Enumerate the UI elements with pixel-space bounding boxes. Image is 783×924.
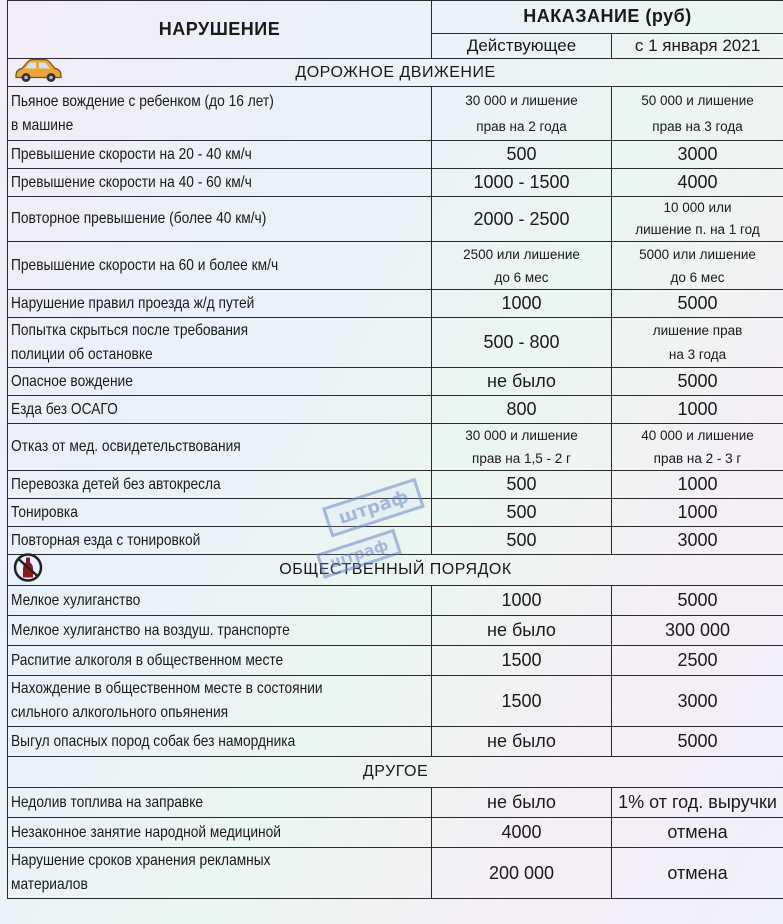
violation-text: Нарушение правил проезда ж/д путей	[11, 295, 255, 312]
penalty-text: прав на 3 года	[652, 118, 743, 134]
penalty-text: 50 000 и лишение	[641, 92, 754, 108]
penalty-text: 4000	[677, 172, 718, 192]
violation-text: Нарушение сроков хранения рекламных	[11, 852, 271, 869]
table-row	[8, 727, 783, 757]
violation-cell	[8, 527, 432, 555]
penalty-text: 500	[506, 530, 537, 550]
violation-line	[11, 788, 431, 817]
new-penalty-cell	[612, 242, 783, 290]
violation-text: Отказ от мед. освидетельствования	[11, 438, 241, 455]
penalty-text: лишение п. на 1 год	[635, 222, 760, 237]
current-penalty-cell	[432, 788, 612, 818]
current-penalty-cell	[432, 368, 612, 396]
violation-text: Опасное вождение	[11, 373, 133, 390]
table-row	[8, 424, 783, 471]
current-penalty-cell	[432, 471, 612, 499]
violation-line	[11, 368, 431, 395]
violation-line	[11, 319, 431, 343]
penalty-text: 300 000	[664, 620, 731, 640]
violation-line	[11, 527, 431, 554]
penalty-text: 1500	[501, 650, 542, 670]
table-row	[8, 586, 783, 616]
current-penalty-cell	[432, 424, 612, 471]
violation-text: Нахождение в общественном месте в состоянии	[11, 680, 323, 697]
violation-text: Повторное превышение (более 40 км/ч)	[11, 210, 267, 227]
violation-line	[11, 90, 431, 114]
violation-cell	[8, 396, 432, 424]
violation-cell	[8, 169, 432, 197]
violation-text: Выгул опасных пород собак без намордника	[11, 733, 296, 750]
penalty-text: 5000	[677, 590, 718, 610]
new-penalty-cell	[612, 499, 783, 527]
violation-cell	[8, 499, 432, 527]
violation-line	[11, 646, 431, 675]
table-row	[8, 646, 783, 676]
table-row	[8, 141, 783, 169]
penalty-text: 5000	[677, 371, 718, 391]
violation-line	[11, 343, 431, 367]
new-penalty-cell	[612, 788, 783, 818]
section-header-row	[8, 757, 783, 788]
current-penalty-cell	[432, 527, 612, 555]
new-penalty-cell	[612, 586, 783, 616]
violation-line	[11, 727, 431, 756]
current-penalty-cell	[432, 818, 612, 848]
violation-line	[11, 424, 431, 470]
table-row	[8, 848, 783, 899]
penalty-text: 40 000 и лишение	[641, 428, 754, 443]
table-row	[8, 499, 783, 527]
table-row	[8, 242, 783, 290]
penalty-text: 3000	[677, 144, 718, 164]
penalty-text: 1000	[501, 293, 542, 313]
no-alcohol-icon	[12, 553, 44, 588]
penalty-text: отмена	[667, 822, 728, 842]
current-penalty-cell	[432, 616, 612, 646]
new-penalty-cell	[612, 471, 783, 499]
violation-text: Перевозка детей без автокресла	[11, 476, 221, 493]
current-penalty-cell	[432, 396, 612, 424]
current-penalty-cell	[432, 197, 612, 242]
current-penalty-cell	[432, 499, 612, 527]
penalty-text: 500	[506, 474, 537, 494]
violation-line	[11, 849, 431, 873]
table-row	[8, 197, 783, 242]
violation-line	[11, 141, 431, 168]
violation-line	[11, 114, 431, 138]
violation-text: Тонировка	[11, 504, 78, 521]
violation-cell	[8, 197, 432, 242]
penalty-text: не было	[487, 620, 556, 640]
violation-line	[11, 242, 431, 289]
current-penalty-cell	[432, 290, 612, 318]
violation-text: Пьяное вождение с ребенком (до 16 лет)	[11, 92, 274, 110]
violation-cell	[8, 242, 432, 290]
penalty-text: 200 000	[488, 862, 555, 883]
penalty-text: 10 000 или	[663, 200, 732, 215]
violation-cell	[8, 318, 432, 368]
penalty-text: 500 - 800	[483, 332, 560, 352]
violation-cell	[8, 788, 432, 818]
penalty-text: 1000	[501, 590, 542, 610]
section-title: ДОРОЖНОЕ ДВИЖЕНИЕ	[295, 63, 496, 81]
penalty-text: 1000	[677, 474, 718, 494]
new-penalty-cell	[612, 616, 783, 646]
section-title: ОБЩЕСТВЕННЫЙ ПОРЯДОК	[279, 561, 512, 578]
penalty-text: 2000 - 2500	[473, 208, 570, 229]
penalty-text: 3000	[677, 690, 718, 711]
penalty-column-header: НАКАЗАНИЕ (руб)	[432, 1, 783, 34]
new-penalty-cell	[612, 368, 783, 396]
penalty-text: лишение прав	[652, 322, 743, 338]
violation-cell	[8, 818, 432, 848]
new-penalty-cell	[612, 818, 783, 848]
violation-line	[11, 818, 431, 847]
violation-text: сильного алкогольного опьянения	[11, 704, 229, 721]
table-row	[8, 788, 783, 818]
new-penalty-cell	[612, 396, 783, 424]
violation-text: Попытка скрыться после требования	[11, 321, 249, 339]
current-penalty-cell	[432, 141, 612, 169]
penalty-text: до 6 мес	[494, 269, 549, 285]
penalty-text: прав на 2 года	[476, 118, 567, 134]
violation-text: Незаконное занятие народной медициной	[11, 824, 281, 841]
violation-cell	[8, 87, 432, 141]
penalty-text: прав на 2 - 3 г	[653, 451, 742, 466]
penalty-text: 2500 или лишение	[463, 246, 580, 262]
current-penalty-cell	[432, 848, 612, 899]
violation-line	[11, 616, 431, 645]
penalty-text: не было	[487, 731, 556, 751]
car-icon	[12, 57, 64, 88]
section-title-cell	[8, 59, 783, 87]
violation-line	[11, 499, 431, 526]
current-penalty-cell	[432, 87, 612, 141]
violation-text: Превышение скорости на 60 и более км/ч	[11, 257, 279, 274]
penalty-text: не было	[487, 792, 556, 812]
new-penalty-cell	[612, 141, 783, 169]
penalty-text: 1000	[677, 399, 718, 419]
section-header-row	[8, 555, 783, 586]
watermark-text-top: штраф	[322, 478, 425, 538]
table-row	[8, 616, 783, 646]
violation-cell	[8, 616, 432, 646]
new-penalty-cell	[612, 424, 783, 471]
penalty-text: 30 000 и лишение	[465, 92, 578, 108]
violation-text: Недолив топлива на заправке	[11, 794, 204, 811]
table-row	[8, 169, 783, 197]
violation-cell	[8, 424, 432, 471]
violation-column-header: НАРУШЕНИЕ	[8, 1, 432, 59]
table-row	[8, 471, 783, 499]
violation-cell	[8, 676, 432, 727]
current-penalty-cell	[432, 646, 612, 676]
violation-text: в машине	[11, 116, 74, 134]
penalty-text: 1000	[677, 502, 718, 522]
violation-line	[11, 290, 431, 317]
violation-cell	[8, 586, 432, 616]
violation-text: Мелкое хулиганство на воздуш. транспорте	[11, 622, 290, 639]
section-header-row	[8, 59, 783, 87]
table-row	[8, 290, 783, 318]
new-penalty-cell	[612, 87, 783, 141]
violation-line	[11, 396, 431, 423]
violation-cell	[8, 290, 432, 318]
table-row	[8, 368, 783, 396]
section-title-cell	[8, 555, 783, 586]
table-row	[8, 396, 783, 424]
new-penalty-cell	[612, 197, 783, 242]
penalty-text: прав на 1,5 - 2 г	[472, 451, 571, 466]
table-row	[8, 676, 783, 727]
violation-line	[11, 701, 431, 725]
penalty-text: 5000	[677, 731, 718, 751]
violation-line	[11, 873, 431, 897]
section-title: ДРУГОЕ	[362, 763, 429, 780]
table-row	[8, 527, 783, 555]
violation-text: Езда без ОСАГО	[11, 401, 118, 418]
penalty-text: 2500	[677, 650, 718, 670]
current-penalty-cell	[432, 242, 612, 290]
violation-cell	[8, 368, 432, 396]
violation-text: Повторная езда с тонировкой	[11, 532, 201, 549]
penalty-text: 1% от год. выручки	[618, 792, 777, 812]
penalty-text: 3000	[677, 530, 718, 550]
penalty-text: 1000 - 1500	[473, 172, 570, 192]
new-penalty-cell	[612, 646, 783, 676]
penalty-text: 800	[506, 399, 537, 419]
penalty-text: до 6 мес	[670, 269, 725, 285]
penalty-text: 4000	[501, 822, 542, 842]
violation-line	[11, 471, 431, 498]
new-penalty-cell	[612, 290, 783, 318]
new-penalty-cell	[612, 169, 783, 197]
penalty-text: не было	[487, 371, 556, 391]
violation-text: Мелкое хулиганство	[11, 592, 141, 609]
penalty-text: 500	[506, 502, 537, 522]
current-penalty-cell	[432, 169, 612, 197]
table-row	[8, 318, 783, 368]
violation-text: полиции об остановке	[11, 345, 153, 363]
new-penalty-cell	[612, 727, 783, 757]
section-title-cell	[8, 757, 783, 788]
violation-cell	[8, 141, 432, 169]
current-penalty-cell	[432, 586, 612, 616]
penalty-text: 5000	[677, 293, 718, 313]
penalty-text: 500	[506, 144, 537, 164]
penalty-text: отмена	[667, 862, 728, 883]
current-penalty-cell	[432, 676, 612, 727]
current-penalty-cell	[432, 727, 612, 757]
violation-text: материалов	[11, 876, 88, 893]
fines-table	[7, 0, 783, 899]
violation-text: Превышение скорости на 40 - 60 км/ч	[11, 174, 252, 191]
violation-text: Распитие алкоголя в общественном месте	[11, 652, 284, 669]
violation-text: Превышение скорости на 20 - 40 км/ч	[11, 146, 252, 163]
penalty-text: 30 000 и лишение	[465, 428, 578, 443]
violation-cell	[8, 471, 432, 499]
new-penalty-cell	[612, 676, 783, 727]
new-penalty-cell	[612, 848, 783, 899]
new-penalty-header: с 1 января 2021	[612, 33, 783, 58]
violation-line	[11, 677, 431, 701]
table-row	[8, 818, 783, 848]
violation-line	[11, 169, 431, 196]
penalty-text: 5000 или лишение	[639, 246, 756, 262]
table-row	[8, 87, 783, 141]
watermark-text-bottom: штраф	[316, 529, 402, 579]
violation-line	[11, 197, 431, 241]
violation-cell	[8, 646, 432, 676]
violation-cell	[8, 848, 432, 899]
current-penalty-cell	[432, 318, 612, 368]
violation-cell	[8, 727, 432, 757]
violation-line	[11, 586, 431, 615]
current-penalty-header: Действующее	[432, 33, 612, 58]
new-penalty-cell	[612, 527, 783, 555]
penalty-text: 1500	[501, 690, 542, 711]
new-penalty-cell	[612, 318, 783, 368]
penalty-text: на 3 года	[668, 346, 727, 362]
